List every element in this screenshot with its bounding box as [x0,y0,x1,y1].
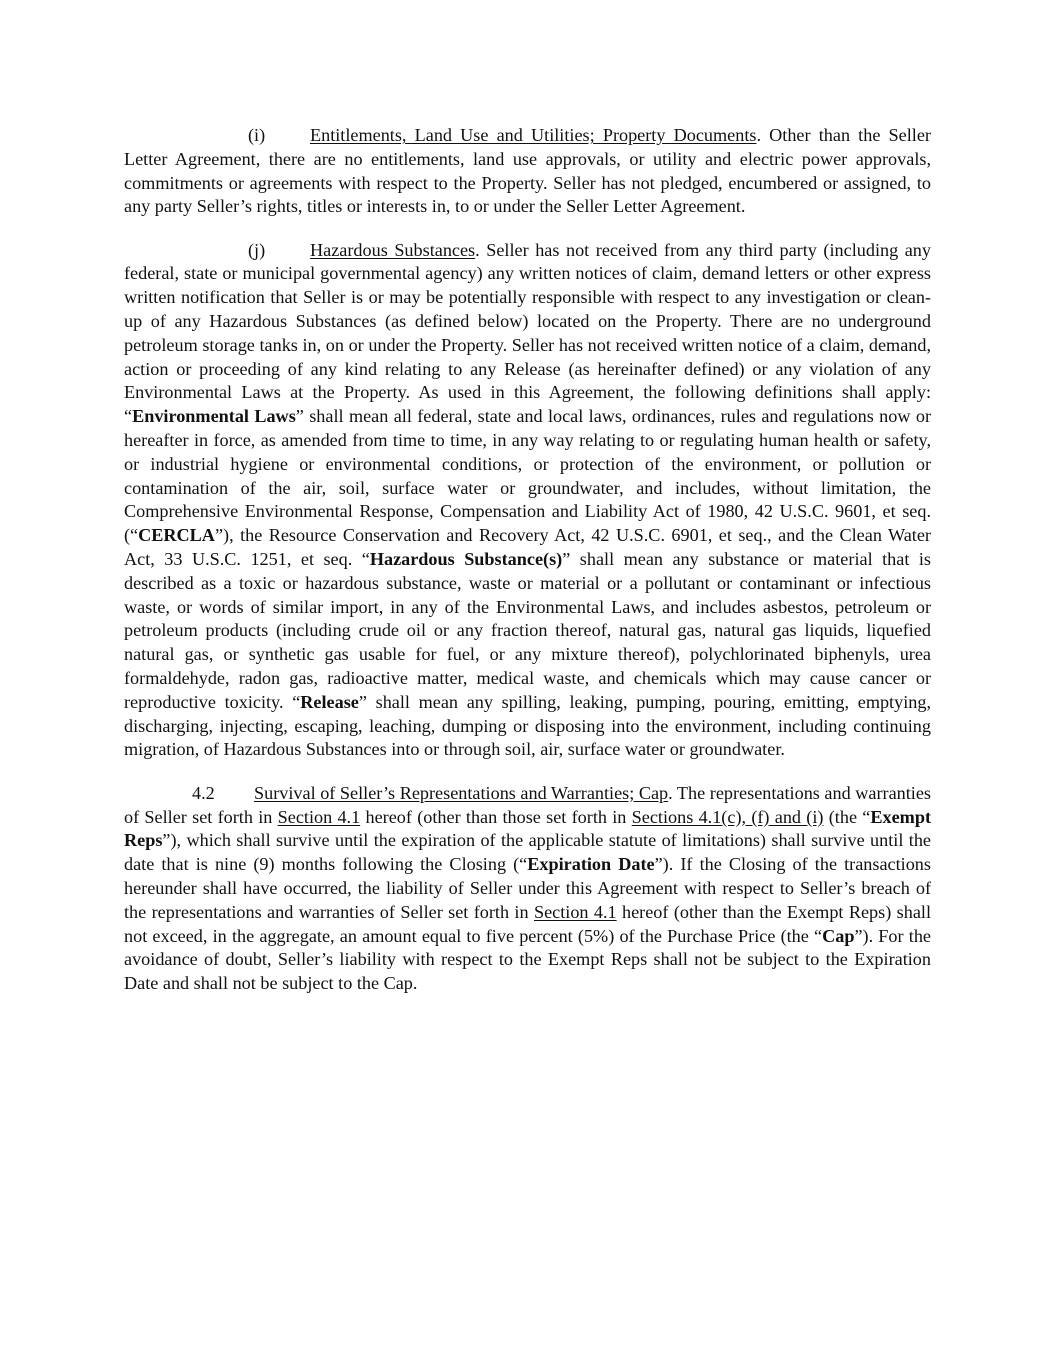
section-4-1-reference-2: Section 4.1 [533,901,617,922]
paragraph-j-text-4: ” shall mean any substance or material that is described as a toxic or hazardous substance, waste or material or a pollutant or contaminant or infectious waste, or words of similar import, in any of the Environmental Laws, and includes asbestos, petroleum or petroleum products (including crude oil or any fraction thereof, natural gas, natural gas liquids, liquefied natural gas, or synthetic gas usable for fuel, or any mixture thereof), polychlorinated biphenyls, urea formaldehyde, radon gas, radioactive matter, medical waste, and chemicals which may cause cancer or reproductive toxicity. “ [124,549,931,712]
paragraph-i-text: . Other than the Seller Letter Agreement, there are no entitlements, land use approvals, or utility and electric power approvals, commitments or agreements with respect to the Property. Seller has not pledged, encumbered or assigned, to any party Seller’s rights, titles or interests in, to or under the Seller Letter Agreement. [124,125,931,217]
section-4-2 [124,782,931,996]
paragraph-i [124,124,931,219]
term-expiration-date: Expiration Date [527,854,655,875]
section-4-2-heading: Survival of Seller’s Representations and Warranties; Cap [254,782,669,803]
section-4-2-text-2: hereof (other than those set forth in [360,806,632,827]
term-release: Release [300,691,359,712]
paragraph-j [124,239,931,763]
term-cercla: CERCLA [138,525,215,546]
paragraph-j-text-1: . Seller has not received from any third party (including any federal, state or municipal governmental agency) any written notices of claim, demand letters or other express written notification that Seller is or may be potentially responsible with respect to any investigation or clean-up of any Hazardous Substances (as defined below) located on the Property. There are no underground petroleum storage tanks in, on or under the Property. Seller has not received written notice of a claim, demand, action or proceeding of any kind relating to any Release (as hereinafter defined) or any violation of any Environmental Laws at the Property. As used in this Agreement, the following definitions shall apply: “ [124,239,931,427]
term-exempt-reps: Exempt Reps [124,806,931,851]
paragraph-j-text-5: ” shall mean any spilling, leaking, pumping, pouring, emitting, emptying, discharging, injecting, escaping, leaching, dumping or disposing into the environment, including continuing migration, of Hazardous Substances into or through soil, air, surface water or groundwater. [124,691,931,760]
section-4-2-text-4: ”), which shall survive until the expiration of the applicable statute of limitations) shall survive until the date that is nine (9) months following the Closing (“ [124,830,931,875]
section-4-2-text-7: ”). For the avoidance of doubt, Seller’s liability with respect to the Exempt Reps shall not be subject to the Expiration Date and shall not be subject to the Cap. [124,925,931,994]
paragraph-j-text-3: ”), the Resource Conservation and Recovery Act, 42 U.S.C. 6901, et seq., and the Clean Water Act, 33 U.S.C. 1251, et seq. “ [124,525,931,570]
sections-4-1-cfi-reference: Sections 4.1(c), (f) and (i) [631,806,824,827]
section-4-2-text-6: hereof (other than the Exempt Reps) shall not exceed, in the aggregate, an amount equal to five percent (5%) of the Purchase Price (the “ [124,901,931,946]
document-body [124,124,931,996]
paragraph-i-heading: Entitlements, Land Use and Utilities; Property Documents [310,125,757,145]
term-environmental-laws: Environmental Laws [132,406,296,427]
section-4-2-text-3: (the “ [823,806,871,827]
term-hazardous-substances: Hazardous Substance(s) [369,549,563,570]
paragraph-j-text-2: ” shall mean all federal, state and local laws, ordinances, rules and regulations now or hereafter in force, as amended from time to time, in any way relating to or regulating human health or safety, or industrial hygiene or environmental conditions, or protection of the environment, or pollution or contamination of the air, soil, surface water or groundwater, and includes, without limitation, the Comprehensive Environmental Response, Compensation and Liability Act of 1980, 42 U.S.C. 9601, et seq. (“ [124,406,931,546]
term-cap: Cap [822,925,855,946]
section-4-2-text-1: . The representations and warranties of Seller set forth in [124,782,931,827]
paragraph-j-marker: (j) [248,239,266,260]
section-4-2-text-5: ”). If the Closing of the transactions hereunder shall have occurred, the liability of Seller under this Agreement with respect to Seller’s breach of the representations and warranties of Seller set forth in [124,854,931,922]
section-4-2-marker: 4.2 [192,782,215,803]
section-4-1-reference: Section 4.1 [277,806,361,827]
paragraph-j-heading: Hazardous Substances [310,239,476,260]
paragraph-i-marker: (i) [248,125,266,145]
